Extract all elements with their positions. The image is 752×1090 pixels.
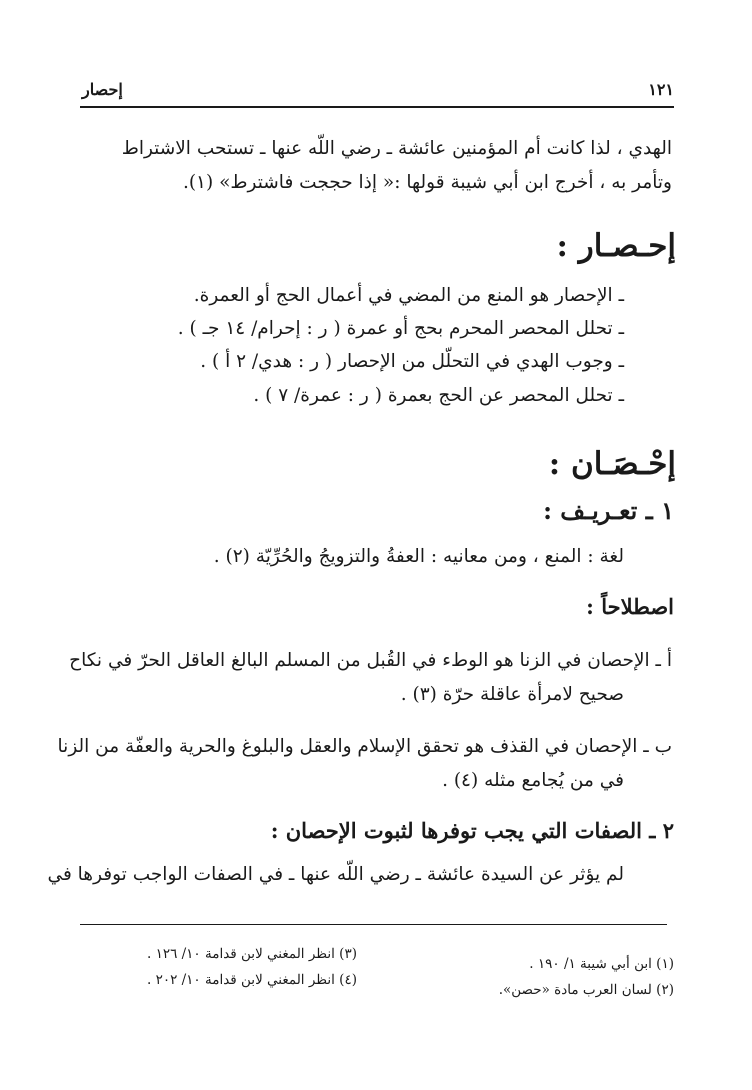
- section-2-line-1: لم يؤثر عن السيدة عائشة ـ رضي اللّه عنها ـ في الصفات الواجب توفرها في: [47, 864, 624, 885]
- running-title: إحصار: [82, 80, 123, 99]
- ihsar-item-3: ـ وجوب الهدي في التحلّل من الإحصار ( ر : هدي/ ٢ أ ) .: [200, 351, 624, 372]
- footnote-2: (٢) لسان العرب مادة «حصن».: [498, 982, 674, 998]
- footnote-4: (٤) انظر المغني لابن قدامة ١٠/ ٢٠٢ .: [146, 972, 357, 988]
- item-b-line-2: في من يُجامع مثله (٤) .: [442, 770, 624, 791]
- lugha-line: لغة : المنع ، ومن معانيه : العفةُ والتزويجُ والحُرِّيّة (٢) .: [213, 546, 624, 567]
- item-b-line-1: ب ـ الإحصان في القذف هو تحقق الإسلام والعقل والبلوغ والحرية والعفّة من الزنا: [57, 736, 672, 757]
- ihsar-item-4: ـ تحلل المحصر عن الحج بعمرة ( ر : عمرة/ ٧ ) .: [253, 385, 624, 406]
- header-rule: [80, 106, 674, 108]
- item-a-line-1: أ ـ الإحصان في الزنا هو الوطء في القُبل من المسلم البالغ العاقل الحرّ في نكاح: [69, 650, 672, 671]
- footnote-rule: [80, 924, 667, 925]
- intro-line-2: وتأمر به ، أخرج ابن أبي شيبة قولها :« إذا حججت فاشترط» (١).: [182, 172, 672, 193]
- istilahan-heading: اصطلاحاً :: [586, 594, 674, 619]
- section-2-heading: ٢ ـ الصفات التي يجب توفرها لثبوت الإحصان :: [270, 818, 674, 843]
- intro-line-1: الهدي ، لذا كانت أم المؤمنين عائشة ـ رضي اللّه عنها ـ تستحب الاشتراط: [121, 138, 672, 159]
- footnote-3: (٣) انظر المغني لابن قدامة ١٠/ ١٢٦ .: [146, 946, 357, 962]
- ihsar-item-1: ـ الإحصار هو المنع من المضي في أعمال الحج أو العمرة.: [193, 285, 624, 306]
- footnote-1: (١) ابن أبي شيبة ١/ ١٩٠ .: [529, 956, 674, 972]
- page-number: ١٢١: [648, 80, 674, 99]
- item-a-line-2: صحيح لامرأة عاقلة حرّة (٣) .: [400, 684, 624, 705]
- definition-heading: ١ ـ تعـريـف :: [543, 496, 674, 525]
- ihsan-heading: إحْـصَـان :: [548, 446, 676, 482]
- ihsar-item-2: ـ تحلل المحصر المحرم بحج أو عمرة ( ر : إحرام/ ١٤ جـ ) .: [177, 318, 624, 339]
- ihsar-heading: إحـصـار :: [556, 228, 676, 264]
